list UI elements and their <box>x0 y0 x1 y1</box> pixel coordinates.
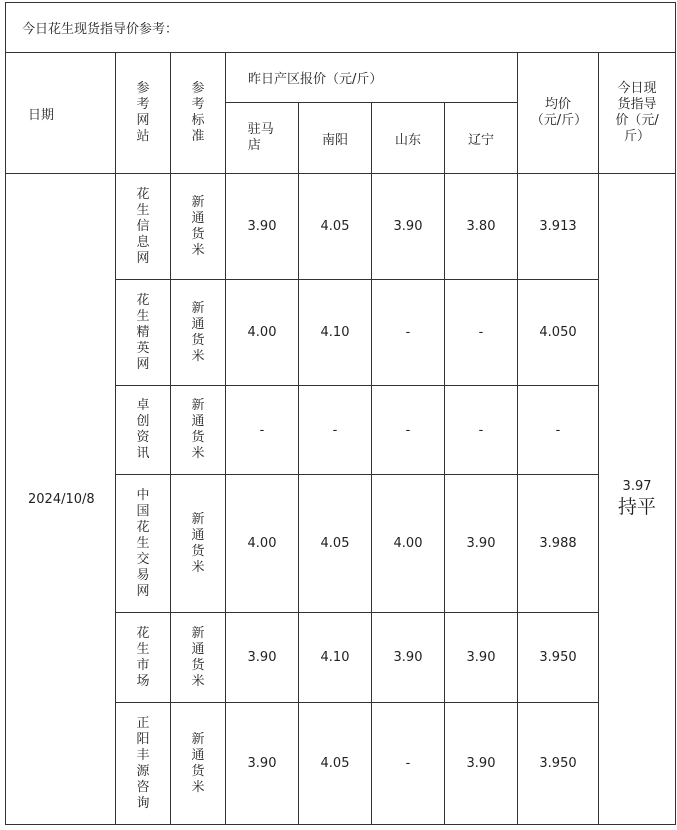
price-cell: 3.90 <box>372 613 445 703</box>
site-cell: 卓创资讯 <box>116 386 171 475</box>
header-site: 参考网站 <box>116 53 171 174</box>
header-region-liaoning: 辽宁 <box>445 103 518 174</box>
site-cell: 花生精英网 <box>116 280 171 386</box>
avg-cell: 3.950 <box>518 703 599 825</box>
price-cell: 4.05 <box>299 174 372 280</box>
standard-cell: 新通货米 <box>171 386 226 475</box>
price-cell: - <box>299 386 372 475</box>
price-cell: - <box>445 386 518 475</box>
table-row <box>6 174 676 280</box>
date-cell: 2024/10/8 <box>6 174 116 825</box>
price-cell: 3.90 <box>445 613 518 703</box>
site-cell: 花生信息网 <box>116 174 171 280</box>
price-cell: 4.00 <box>226 475 299 613</box>
price-cell: 3.90 <box>226 174 299 280</box>
site-cell: 中国花生交易网 <box>116 475 171 613</box>
table-caption: 今日花生现货指导价参考： <box>6 3 676 53</box>
avg-cell: - <box>518 386 599 475</box>
price-cell: - <box>372 280 445 386</box>
price-cell: - <box>372 703 445 825</box>
avg-cell: 4.050 <box>518 280 599 386</box>
price-cell: 4.05 <box>299 703 372 825</box>
price-cell: 3.90 <box>445 703 518 825</box>
standard-cell: 新通货米 <box>171 613 226 703</box>
price-cell: 4.10 <box>299 280 372 386</box>
price-cell: - <box>372 386 445 475</box>
standard-cell: 新通货米 <box>171 280 226 386</box>
header-region-shandong: 山东 <box>372 103 445 174</box>
site-cell: 正阳丰源咨询 <box>116 703 171 825</box>
guide-price: 3.97 <box>622 479 652 494</box>
price-cell: - <box>445 280 518 386</box>
price-cell: 3.90 <box>226 613 299 703</box>
price-cell: 4.05 <box>299 475 372 613</box>
avg-cell: 3.988 <box>518 475 599 613</box>
standard-cell: 新通货米 <box>171 703 226 825</box>
price-cell: - <box>226 386 299 475</box>
site-cell: 花生市场 <box>116 613 171 703</box>
header-region-zhumadian: 驻马店 <box>226 103 299 174</box>
guide-status: 持平 <box>618 496 657 518</box>
price-cell: 4.00 <box>226 280 299 386</box>
price-cell: 3.90 <box>372 174 445 280</box>
guide-cell <box>599 174 676 825</box>
price-cell: 4.10 <box>299 613 372 703</box>
price-cell: 3.90 <box>445 475 518 613</box>
price-cell: 3.90 <box>226 703 299 825</box>
avg-cell: 3.950 <box>518 613 599 703</box>
standard-cell: 新通货米 <box>171 475 226 613</box>
standard-cell: 新通货米 <box>171 174 226 280</box>
price-cell: 3.80 <box>445 174 518 280</box>
header-today: 今日现货指导价（元/斤） <box>599 53 676 174</box>
header-yesterday: 昨日产区报价（元/斤） <box>226 53 518 103</box>
price-cell: 4.00 <box>372 475 445 613</box>
header-date: 日期 <box>6 53 116 174</box>
price-table <box>5 2 676 825</box>
header-region-nanyang: 南阳 <box>299 103 372 174</box>
header-avg: 均价（元/斤） <box>518 53 599 174</box>
header-standard: 参考标准 <box>171 53 226 174</box>
avg-cell: 3.913 <box>518 174 599 280</box>
